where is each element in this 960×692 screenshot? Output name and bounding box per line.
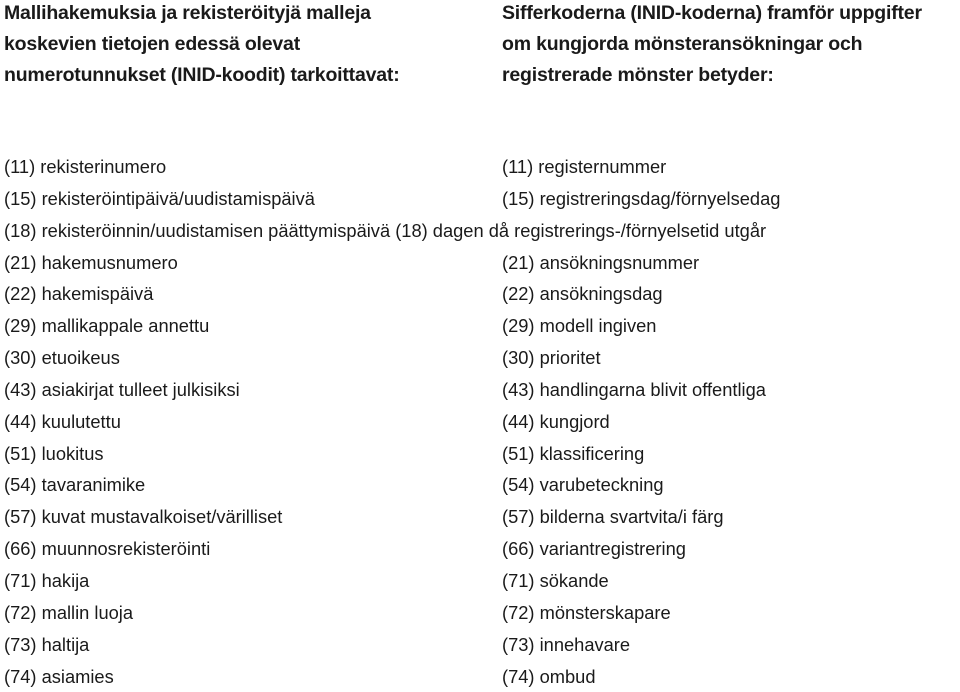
heading-finnish-line: numerotunnukset (INID-koodit) tarkoittavat: <box>4 60 400 91</box>
inid-code-list <box>0 151 960 692</box>
code-swedish: (43) handlingarna blivit offentliga <box>502 374 766 406</box>
code-swedish: (66) variantregistrering <box>502 533 686 565</box>
code-row-44 <box>0 406 960 438</box>
code-finnish: (43) asiakirjat tulleet julkisiksi <box>4 374 240 406</box>
code-finnish: (73) haltija <box>4 629 89 661</box>
code-finnish: (57) kuvat mustavalkoiset/värilliset <box>4 501 282 533</box>
code-swedish: (21) ansökningsnummer <box>502 247 699 279</box>
code-row-21 <box>0 247 960 279</box>
code-row-22 <box>0 278 960 310</box>
code-finnish: (21) hakemusnumero <box>4 247 178 279</box>
code-finnish: (66) muunnosrekisteröinti <box>4 533 210 565</box>
code-swedish: (74) ombud <box>502 661 596 692</box>
heading-finnish-line: koskevien tietojen edessä olevat <box>4 29 400 60</box>
code-swedish: (71) sökande <box>502 565 609 597</box>
code-row-74 <box>0 661 960 692</box>
code-row-30 <box>0 342 960 374</box>
code-swedish: (30) prioritet <box>502 342 601 374</box>
code-finnish: (72) mallin luoja <box>4 597 133 629</box>
code-swedish: (22) ansökningsdag <box>502 278 663 310</box>
code-row-18 <box>0 215 960 247</box>
heading-swedish-line: om kungjorda mönsteransökningar och <box>502 29 922 60</box>
code-finnish: (51) luokitus <box>4 438 104 470</box>
code-swedish: (72) mönsterskapare <box>502 597 671 629</box>
heading-swedish <box>502 0 922 91</box>
code-row-29 <box>0 310 960 342</box>
code-finnish: (44) kuulutettu <box>4 406 121 438</box>
code-finnish: (15) rekisteröintipäivä/uudistamispäivä <box>4 183 315 215</box>
code-finnish: (11) rekisterinumero <box>4 151 166 183</box>
code-swedish: (73) innehavare <box>502 629 630 661</box>
code-row-15 <box>0 183 960 215</box>
code-finnish: (22) hakemispäivä <box>4 278 153 310</box>
code-row-71 <box>0 565 960 597</box>
code-row-51 <box>0 438 960 470</box>
code-row-73 <box>0 629 960 661</box>
code-swedish: (44) kungjord <box>502 406 610 438</box>
code-swedish: (51) klassificering <box>502 438 644 470</box>
code-finnish: (74) asiamies <box>4 661 114 692</box>
code-row-54 <box>0 469 960 501</box>
heading-finnish-line: Mallihakemuksia ja rekisteröityjä malleja <box>4 0 400 29</box>
code-swedish: (15) registreringsdag/förnyelsedag <box>502 183 780 215</box>
code-row-72 <box>0 597 960 629</box>
code-finnish: (71) hakija <box>4 565 89 597</box>
heading-finnish <box>4 0 400 91</box>
code-finnish: (29) mallikappale annettu <box>4 310 209 342</box>
code-row-57 <box>0 501 960 533</box>
heading-swedish-line: registrerade mönster betyder: <box>502 60 922 91</box>
code-row-43 <box>0 374 960 406</box>
heading-swedish-line: Sifferkoderna (INID-koderna) framför uppgifter <box>502 0 922 29</box>
code-row-66 <box>0 533 960 565</box>
code-swedish: (11) registernummer <box>502 151 666 183</box>
code-finnish: (54) tavaranimike <box>4 469 145 501</box>
code-bilingual-line: (18) rekisteröinnin/uudistamisen päättymispäivä (18) dagen då registrerings-/förnyelsetid utgår <box>4 215 766 247</box>
code-row-11 <box>0 151 960 183</box>
code-swedish: (57) bilderna svartvita/i färg <box>502 501 724 533</box>
code-finnish: (30) etuoikeus <box>4 342 120 374</box>
code-swedish: (29) modell ingiven <box>502 310 656 342</box>
code-swedish: (54) varubeteckning <box>502 469 664 501</box>
